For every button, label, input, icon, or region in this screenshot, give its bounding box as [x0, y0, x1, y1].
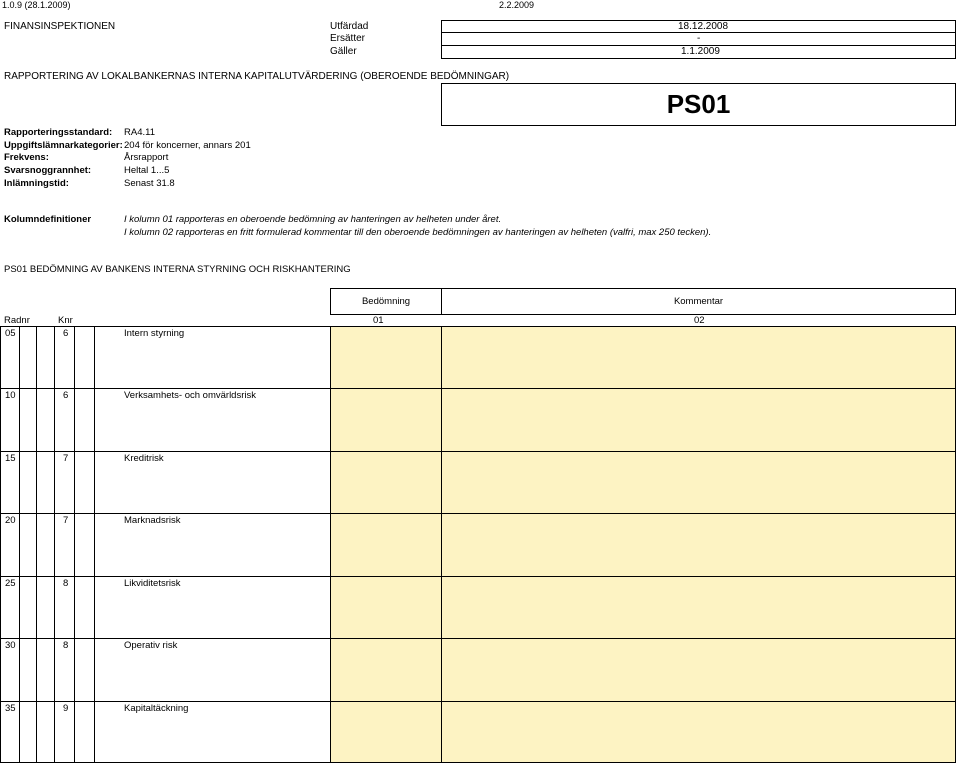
- org-name: FINANSINSPEKTIONEN: [4, 21, 116, 32]
- row-label: Intern styrning: [124, 328, 185, 339]
- row-knr: 8: [63, 640, 69, 651]
- row-radnr: 05: [5, 328, 16, 339]
- section-title: PS01 BEDÖMNING AV BANKENS INTERNA STYRNING OCH RISKHANTERING: [4, 264, 351, 275]
- column-defs-label: Kolumndefinitioner: [4, 214, 92, 225]
- row-separator: [0, 513, 956, 514]
- row-knr: 7: [63, 515, 69, 526]
- meta-value-frequency: Årsrapport: [124, 152, 169, 163]
- col-header-kommentar: Kommentar: [441, 288, 956, 315]
- meta-value-deadline: Senast 31.8: [124, 178, 175, 189]
- row-separator: [0, 451, 956, 452]
- meta-label-frequency: Frekvens:: [4, 152, 49, 163]
- row-radnr: 30: [5, 640, 16, 651]
- meta-label-standard: Rapporteringsstandard:: [4, 127, 113, 138]
- row-label: Kreditrisk: [124, 453, 164, 464]
- row-separator: [0, 701, 956, 702]
- valid-value: 1.1.2009: [681, 46, 720, 57]
- radnr-label: Radnr: [4, 315, 30, 326]
- row-knr: 7: [63, 453, 69, 464]
- issued-label: Utfärdad: [330, 21, 369, 32]
- form-code: PS01: [441, 83, 956, 126]
- row-knr: 9: [63, 703, 69, 714]
- col2-code: 02: [694, 315, 705, 326]
- row-label: Marknadsrisk: [124, 515, 181, 526]
- col-header-bedomning: Bedömning: [330, 288, 442, 315]
- row-label: Kapitaltäckning: [124, 703, 189, 714]
- grid-vline: [94, 326, 95, 763]
- valid-label: Gäller: [330, 46, 357, 57]
- row-label: Operativ risk: [124, 640, 178, 651]
- meta-label-categories: Uppgiftslämnarkategorier:: [4, 140, 123, 151]
- meta-value-categories: 204 för koncerner, annars 201: [124, 140, 251, 151]
- row-radnr: 20: [5, 515, 16, 526]
- meta-value-standard: RA4.11: [124, 127, 155, 138]
- row-knr: 8: [63, 578, 69, 589]
- row-radnr: 10: [5, 390, 16, 401]
- column-def-line1: I kolumn 01 rapporteras en oberoende bedömning av hanteringen av helheten under året.: [124, 214, 502, 225]
- table-bottom-border: [0, 762, 330, 763]
- column-def-line2: I kolumn 02 rapporteras en fritt formulerad kommentar till den oberoende bedömningen av hanteringen av helheten (valfri, max 250 tecken).: [124, 227, 712, 238]
- row-label: Verksamhets- och omvärldsrisk: [124, 390, 256, 401]
- grid-vline: [54, 326, 55, 763]
- meta-value-accuracy: Heltal 1...5: [124, 165, 170, 176]
- row-radnr: 15: [5, 453, 16, 464]
- table-left-border: [0, 326, 1, 763]
- replaces-label: Ersätter: [330, 33, 366, 44]
- table-top-border: [0, 326, 330, 327]
- bedomning-input-area[interactable]: [330, 326, 442, 763]
- kommentar-input-area[interactable]: [441, 326, 956, 763]
- grid-vline: [36, 326, 37, 763]
- col1-code: 01: [373, 315, 384, 326]
- row-separator: [0, 638, 956, 639]
- row-separator: [0, 388, 956, 389]
- issued-value: 18.12.2008: [678, 21, 729, 32]
- meta-label-deadline: Inlämningstid:: [4, 178, 69, 189]
- replaces-value: -: [697, 33, 701, 44]
- row-knr: 6: [63, 390, 69, 401]
- row-radnr: 35: [5, 703, 16, 714]
- row-knr: 6: [63, 328, 69, 339]
- meta-label-accuracy: Svarsnoggrannhet:: [4, 165, 92, 176]
- row-separator: [0, 576, 956, 577]
- knr-label: Knr: [58, 315, 73, 326]
- row-radnr: 25: [5, 578, 16, 589]
- grid-vline: [74, 326, 75, 763]
- row-label: Likviditetsrisk: [124, 578, 181, 589]
- print-date: 2.2.2009: [499, 0, 535, 10]
- grid-vline: [19, 326, 20, 763]
- version-label: 1.0.9 (28.1.2009): [2, 0, 71, 10]
- report-title: RAPPORTERING AV LOKALBANKERNAS INTERNA KAPITALUTVÄRDERING (OBEROENDE BEDÖMNINGAR): [4, 71, 510, 82]
